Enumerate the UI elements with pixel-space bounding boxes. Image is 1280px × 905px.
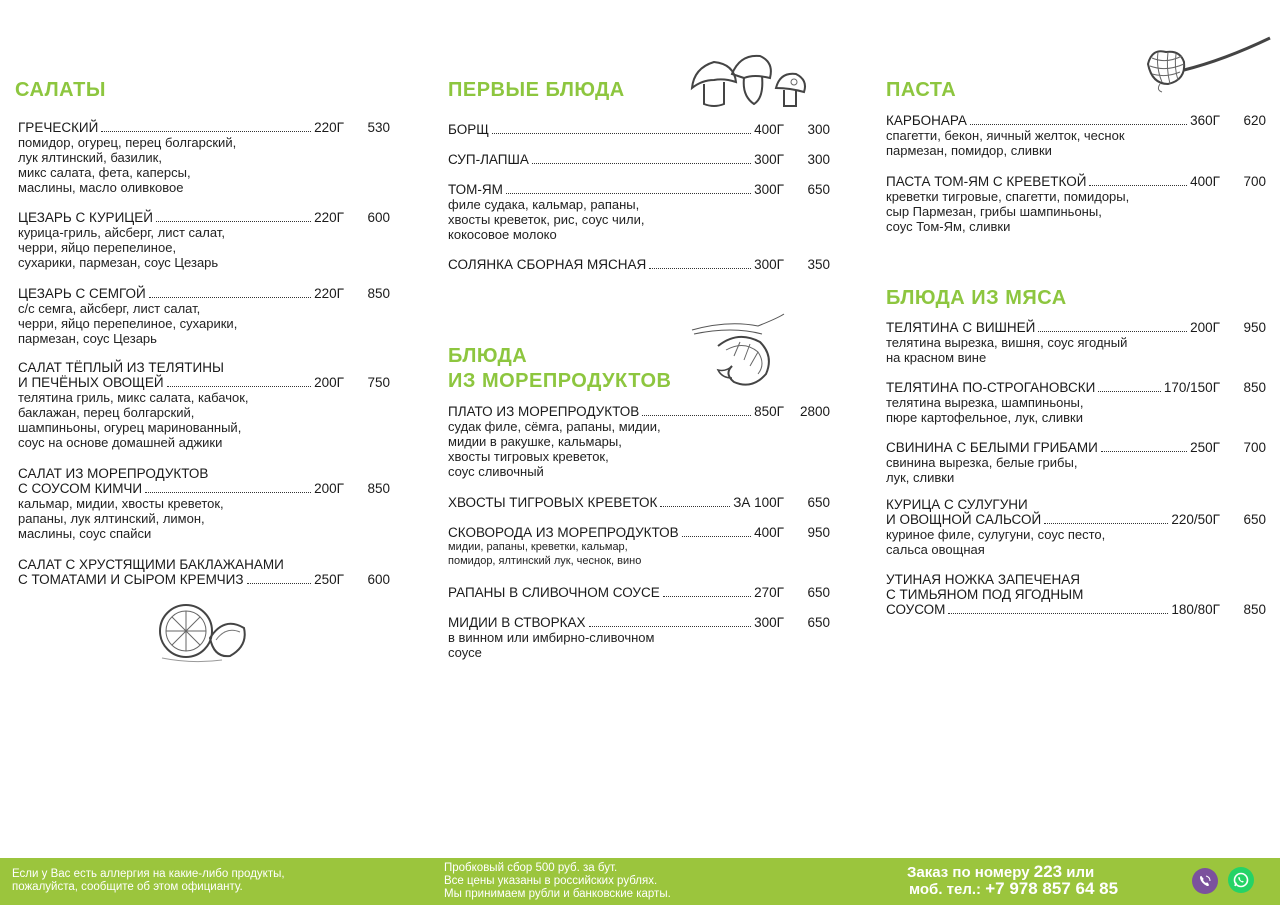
item-weight: 170/150Г [1163,380,1220,395]
item-weight: 180/80Г [1171,602,1220,617]
item-description: помидор, огурец, перец болгарский, лук ялтинский, базилик, микс салата, фета, каперсы, маслины, масло оливковое [18,135,237,195]
whatsapp-icon[interactable] [1228,867,1254,893]
item-weight: 270Г [754,585,784,600]
menu-item [886,380,1266,425]
item-price: 650 [807,495,830,510]
item-price: 2800 [799,404,830,419]
menu-item [448,615,830,660]
item-weight: 220Г [314,286,344,301]
item-name: СУП-ЛАПША [448,152,529,167]
menu-item [448,152,830,167]
order-prefix: Заказ по номеру [907,864,1030,881]
item-weight: 400Г [1190,174,1220,189]
item-description: свинина вырезка, белые грибы, лук, сливки [886,455,1078,485]
menu-item [18,557,390,587]
item-name-line1: КУРИЦА С СУЛУГУНИ [886,497,1028,512]
item-description: мидии, рапаны, креветки, кальмар, помидор, ялтинский лук, чеснок, вино [448,541,642,567]
item-price: 700 [1243,440,1266,455]
soups-title: ПЕРВЫЕ БЛЮДА [448,79,625,101]
item-name-line2: С ТОМАТАМИ И СЫРОМ КРЕМЧИЗ [18,572,244,587]
item-weight: 360Г [1190,113,1220,128]
item-weight: 300Г [754,152,784,167]
mushrooms-illustration-icon [684,48,814,110]
menu-item [18,360,390,450]
item-weight: 300Г [754,615,784,630]
item-name-line1b: С ТИМЬЯНОМ ПОД ЯГОДНЫМ [886,587,1084,602]
item-weight: 400Г [754,122,784,137]
item-price: 950 [807,525,830,540]
menu-item [448,585,830,600]
item-price: 620 [1243,113,1266,128]
item-description: кальмар, мидии, хвосты креветок, рапаны, лук ялтинский, лимон, маслины, соус спайси [18,496,224,541]
item-weight: 400Г [754,525,784,540]
menu-item [886,320,1266,365]
item-weight: 200Г [1190,320,1220,335]
item-price: 300 [807,152,830,167]
item-description: филе судака, кальмар, рапаны, хвосты креветок, рис, соус чили, кокосовое молоко [448,197,645,242]
menu-item [886,113,1266,158]
pasta-title: ПАСТА [886,79,957,101]
item-name-line2: С СОУСОМ КИМЧИ [18,481,143,496]
item-price: 950 [1243,320,1266,335]
phone-number[interactable]: +7 978 857 64 85 [985,879,1119,898]
item-name-line1: САЛАТ ТЁПЛЫЙ ИЗ ТЕЛЯТИНЫ [18,360,224,375]
item-price: 350 [807,257,830,272]
meat-title: БЛЮДА ИЗ МЯСА [886,287,1067,309]
item-weight: 250Г [314,572,344,587]
item-name: ТЕЛЯТИНА С ВИШНЕЙ [886,320,1036,335]
item-name: ХВОСТЫ ТИГРОВЫХ КРЕВЕТОК [448,495,658,510]
item-description: телятина вырезка, вишня, соус ягодный на красном вине [886,335,1128,365]
item-price: 850 [367,286,390,301]
item-name-line2: И ОВОЩНОЙ САЛЬСОЙ [886,512,1042,527]
menu-item [886,440,1266,485]
item-price: 700 [1243,174,1266,189]
menu-item [448,525,830,568]
item-name: ТОМ-ЯМ [448,182,503,197]
item-name-line2: И ПЕЧЁНЫХ ОВОЩЕЙ [18,375,164,390]
item-name-line1: УТИНАЯ НОЖКА ЗАПЕЧЕНАЯ [886,572,1081,587]
menu-item [886,174,1266,234]
item-name: КАРБОНАРА [886,113,967,128]
item-weight: 200Г [314,375,344,390]
item-description: спагетти, бекон, яичный желток, чеснок пармезан, помидор, сливки [886,128,1125,158]
item-name: БОРЩ [448,122,489,137]
order-number: 223 [1033,862,1063,881]
item-price: 650 [807,615,830,630]
lemon-illustration-icon [152,598,252,664]
item-name: ЦЕЗАРЬ С СЕМГОЙ [18,286,146,301]
payment-notes: Пробковый сбор 500 руб. за бут. Все цены указаны в российских рублях. Мы принимаем рубли и банковские карты. [444,862,671,900]
salads-title: САЛАТЫ [15,79,106,101]
item-price: 600 [367,572,390,587]
item-description: креветки тигровые, спагетти, помидоры, сыр Пармезан, грибы шампиньоны, соус Том-Ям, сливки [886,189,1130,234]
item-price: 850 [1243,602,1266,617]
item-price: 300 [807,122,830,137]
menu-item [886,497,1266,557]
item-price: 850 [367,481,390,496]
item-price: 850 [1243,380,1266,395]
shrimp-illustration-icon [688,312,788,394]
item-name: ПЛАТО ИЗ МОРЕПРОДУКТОВ [448,404,640,419]
item-name: ЦЕЗАРЬ С КУРИЦЕЙ [18,210,153,225]
allergy-notice: Если у Вас есть аллергия на какие-либо продукты, пожалуйста, сообщите об этом официанту. [12,868,285,893]
footer-bar [0,858,1280,905]
item-name: СВИНИНА С БЕЛЫМИ ГРИБАМИ [886,440,1098,455]
item-description: куриное филе, сулугуни, соус песто, сальса овощная [886,527,1106,557]
item-name-line1: САЛАТ ИЗ МОРЕПРОДУКТОВ [18,466,209,481]
item-name: СКОВОРОДА ИЗ МОРЕПРОДУКТОВ [448,525,679,540]
menu-item [448,404,830,479]
item-weight: 250Г [1190,440,1220,455]
item-description: курица-гриль, айсберг, лист салат, черри, яйцо перепелиное, сухарики, пармезан, соус Цезарь [18,225,225,270]
item-price: 650 [807,585,830,600]
fork-pasta-illustration-icon [1144,34,1274,94]
item-price: 600 [367,210,390,225]
item-weight: 300Г [754,182,784,197]
menu-item [886,572,1266,617]
item-price: 750 [367,375,390,390]
viber-icon[interactable] [1192,868,1218,894]
item-weight: 300Г [754,257,784,272]
item-name: ТЕЛЯТИНА ПО-СТРОГАНОВСКИ [886,380,1096,395]
item-weight: 220/50Г [1171,512,1220,527]
item-description: телятина вырезка, шампиньоны, пюре картофельное, лук, сливки [886,395,1084,425]
item-name: ГРЕЧЕСКИЙ [18,120,99,135]
item-name-line1: САЛАТ С ХРУСТЯЩИМИ БАКЛАЖАНАМИ [18,557,284,572]
phone-label: моб. тел.: [909,881,982,898]
item-name: ПАСТА ТОМ-ЯМ С КРЕВЕТКОЙ [886,174,1087,189]
item-description: с/с семга, айсберг, лист салат, черри, яйцо перепелиное, сухарики, пармезан, соус Цезарь [18,301,238,346]
menu-item [18,466,390,541]
menu-item [448,495,830,510]
menu-item [18,286,390,346]
item-description: в винном или имбирно-сливочном соусе [448,630,655,660]
order-suffix: или [1066,864,1095,881]
menu-item [18,120,390,195]
item-price: 650 [807,182,830,197]
item-weight: 220Г [314,210,344,225]
menu-item [18,210,390,270]
item-weight: ЗА 100Г [733,495,784,510]
item-description: судак филе, сёмга, рапаны, мидии, мидии в ракушке, кальмары, хвосты тигровых креветок, соус сливочный [448,419,661,479]
item-weight: 850Г [754,404,784,419]
item-weight: 220Г [314,120,344,135]
order-contact [907,864,1118,898]
item-price: 650 [1243,512,1266,527]
item-price: 530 [367,120,390,135]
item-weight: 200Г [314,481,344,496]
menu-item [448,257,830,272]
seafood-title-line1: БЛЮДА [448,345,528,367]
menu-item [448,182,830,242]
item-name-line2: СОУСОМ [886,602,946,617]
menu-item [448,122,830,137]
item-name: СОЛЯНКА СБОРНАЯ МЯСНАЯ [448,257,647,272]
item-name: РАПАНЫ В СЛИВОЧНОМ СОУСЕ [448,585,660,600]
item-description: телятина гриль, микс салата, кабачок, баклажан, перец болгарский, шампиньоны, огурец маринованный, соус на основе домашней аджики [18,390,249,450]
seafood-title-line2: ИЗ МОРЕПРОДУКТОВ [448,370,672,392]
item-name: МИДИИ В СТВОРКАХ [448,615,586,630]
